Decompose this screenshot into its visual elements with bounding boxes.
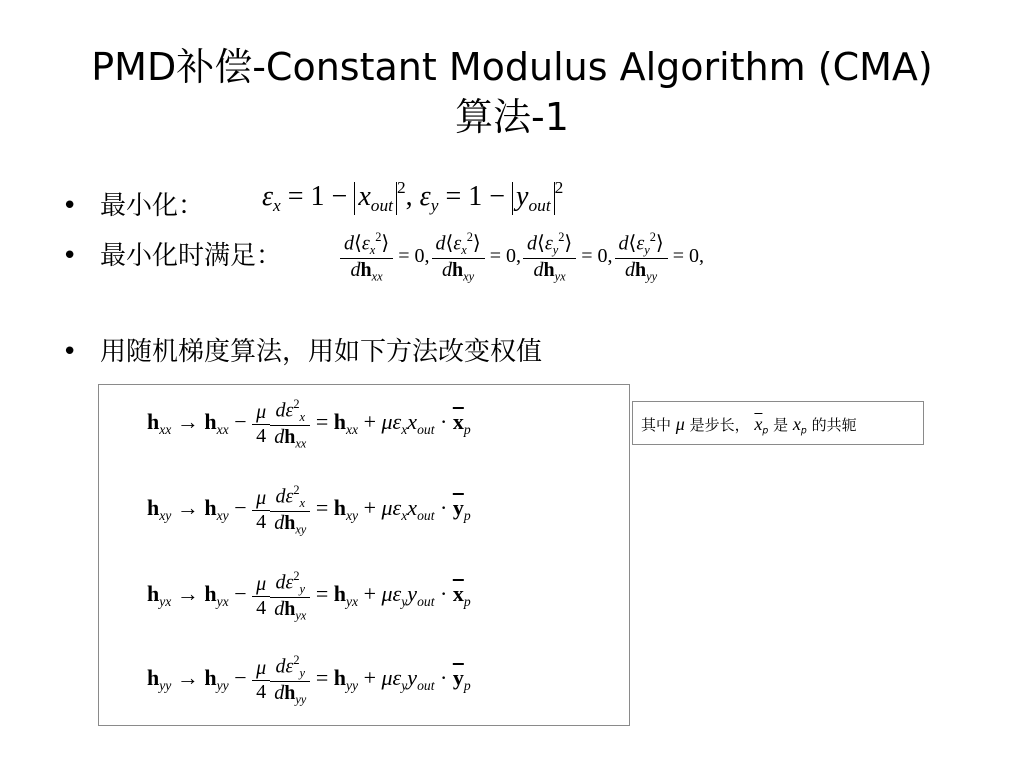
bullet-text: 用随机梯度算法，用如下方法改变权值 — [100, 337, 543, 367]
bullet-update — [62, 336, 542, 368]
bullet-dot: • — [62, 241, 78, 271]
bullet-minimize — [62, 190, 204, 222]
condition-2: $\frac{d⟨\varepsilon_y^2⟩}{dh_{yx}}$ = 0, — [523, 245, 613, 267]
update-equation-3: $h_{yy} \to h_{yy}$ − $\frac{\mu}{4}$ $\frac{d\varepsilon^2_y}{dh_{yy}}$ = $h_{yy} + \mu\varepsilon_yy_{out} \cdot \overline{y}_p$ — [147, 653, 471, 707]
bullet-dot: • — [62, 191, 78, 221]
bullet-conditions — [62, 240, 282, 272]
update-equation-0: $h_{xx} \to h_{xx}$ − $\frac{\mu}{4}$ $\frac{d\varepsilon^2_x}{dh_{xx}}$ = $h_{xx} + \mu\varepsilon_xx_{out} \cdot \overline{x}_p$ — [147, 397, 471, 451]
condition-3: $\frac{d⟨\varepsilon_y^2⟩}{dh_{yy}}$ = 0, — [615, 245, 705, 267]
title-line-2: 算法-1 — [455, 95, 569, 139]
condition-0: $\frac{d⟨\varepsilon_x^2⟩}{dh_{xx}}$ = 0, — [340, 245, 430, 267]
condition-1: $\frac{d⟨\varepsilon_x^2⟩}{dh_{xy}}$ = 0, — [432, 245, 522, 267]
conditions-formula — [340, 230, 706, 284]
step-size-note: 其中 μ 是步长， $\overline{x}_p$ 是 $x_p$ 的共轭 — [632, 401, 924, 445]
update-equation-1: $h_{xy} \to h_{xy}$ − $\frac{\mu}{4}$ $\frac{d\varepsilon^2_x}{dh_{xy}}$ = $h_{xy} + \mu\varepsilon_xx_{out} \cdot \overline{y}_p$ — [147, 483, 471, 537]
minimize-formula: $\varepsilon_x = 1 - x_{out}^2$, $\varepsilon_y = 1 - y_{out}^2$ — [262, 178, 564, 216]
bullet-dot: • — [62, 337, 78, 367]
update-equation-2: $h_{yx} \to h_{yx}$ − $\frac{\mu}{4}$ $\frac{d\varepsilon^2_y}{dh_{yx}}$ = $h_{yx} + \mu\varepsilon_yy_{out} \cdot \overline{x}_p$ — [147, 569, 471, 623]
title-line-1: PMD补偿-Constant Modulus Algorithm (CMA) — [91, 45, 933, 89]
bullet-text: 最小化时满足： — [100, 241, 283, 271]
bullet-text: 最小化： — [100, 191, 205, 221]
update-equations-image — [98, 384, 630, 726]
slide-title — [0, 42, 1024, 142]
